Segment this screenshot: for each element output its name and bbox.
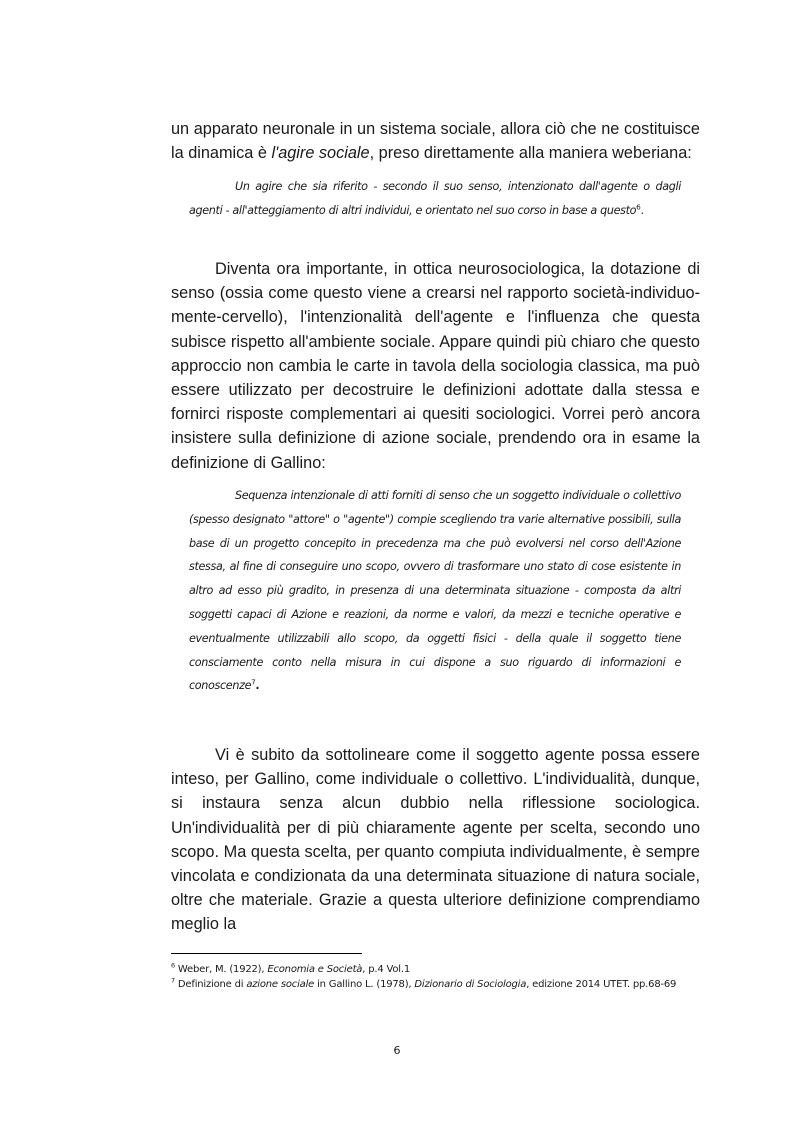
paragraph-agent: Vi è subito da sottolineare come il soggetto agente possa essere inteso, per Gallino, come individuale o collettivo. L'individualità, dunque, si instaura senza alcun dubbio nella riflessione sociologica. Un'individualità per di più chiaramente agente per scelta, secondo uno scopo. Ma questa scelta, per quanto compiuta individualmente, è sempre vincolata e condizionata da una determinata situazione di natura sociale, oltre che materiale. Grazie a questa ulteriore definizione comprendiamo meglio la	[171, 746, 700, 934]
footnote-6: $^6$ Weber, M. (1922), Economia e Società, p.4 Vol.1	[171, 961, 410, 975]
footnote-7-term: azione sociale	[246, 979, 315, 990]
footnote-6-title: Economia e Società	[267, 964, 363, 975]
footnote-separator	[171, 953, 362, 954]
paragraph-neurosociology: Diventa ora importante, in ottica neurosociologica, la dotazione di senso (ossia come questo viene a crearsi nel rapporto società-individuo-mente-cervello), l'intenzionalità dell'agente e l'influenza che questa subisce rispetto all'ambiente sociale. Appare quindi più chiaro che questo approccio non cambia le carte in tavola della sociologia classica, ma può essere utilizzato per decostruire le definizioni adottate dalla stessa e fornirci risposte complementari ai quesiti sociologici. Vorrei però ancora insistere sulla definizione di azione sociale, prendendo ora in esame la definizione di Gallino:	[171, 260, 700, 472]
quote-weber-text: Un agire che sia riferito - secondo il suo senso, intenzionato dall'agente o dagli agenti - all'atteggiamento di altri individui, e orientato nel suo corso in base a questo	[189, 180, 681, 217]
quote-gallino-end: .	[255, 679, 260, 693]
page-number: 6	[393, 1044, 401, 1057]
paragraph-intro-text: un apparato neuronale in un sistema sociale, allora ciò che ne costituisce la dinamica è	[171, 120, 700, 163]
footnote-7-title: Dizionario di Sociologia	[414, 979, 527, 990]
footnote-7: $^7$ Definizione di azione sociale in Gallino L. (1978), Dizionario di Sociologia, edizione 2014 UTET. pp.68-69	[171, 976, 677, 990]
footnote-6-number: 6	[171, 961, 175, 970]
footnote-7-number: 7	[171, 976, 175, 985]
footnote-ref-7: 7	[251, 677, 256, 687]
paragraph-intro	[171, 117, 700, 165]
quote-weber-end: .	[640, 203, 644, 217]
footnotes	[171, 962, 700, 992]
quote-weber	[189, 175, 681, 223]
paragraph-intro-text-end: , preso direttamente alla maniera weberiana:	[369, 144, 692, 163]
paragraph-intro-emphasis: l'agire sociale	[271, 144, 370, 163]
quote-gallino-text: Sequenza intenzionale di atti forniti di senso che un soggetto individuale o collettivo (spesso designato "attore" o "agente") compie scegliendo tra varie alternative possibili, sulla base di un progetto concepito in precedenza ma che può evolversi nel corso dell'Azione stessa, al fine di conseguire uno scopo, ovvero di trasformare uno stato di cose esistente in altro ad esso più gradito, in presenza di una determinata situazione - composta da altri soggetti capaci di Azione e reazioni, da norme e valori, da mezzi e tecniche operative e eventualmente utilizzabili allo scopo, da oggetti fisici - della quale il soggetto tiene consciamente conto nella misura in cui dispone a suo riguardo di informazioni e conoscenze	[189, 489, 681, 693]
footnote-ref-6: 6	[636, 202, 641, 212]
quote-gallino	[189, 484, 681, 698]
